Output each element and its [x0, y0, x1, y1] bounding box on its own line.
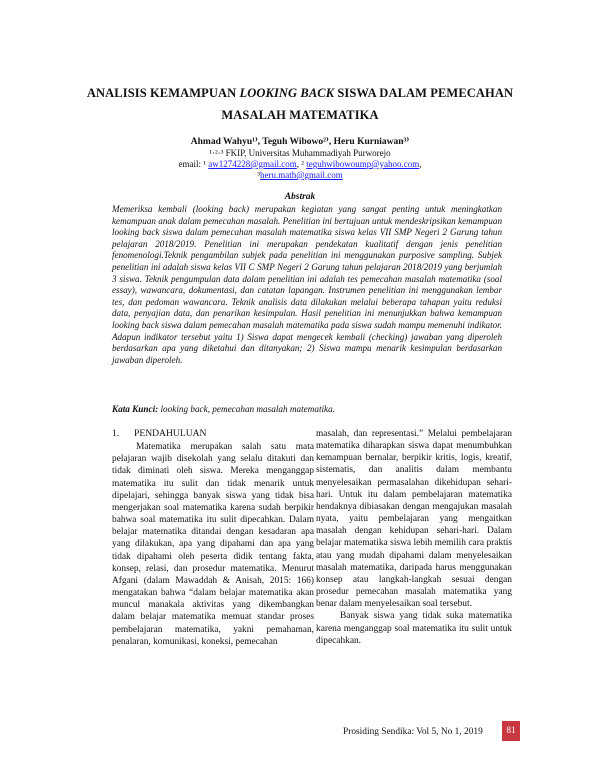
- paper-title: [60, 82, 540, 126]
- title-part: ANALISIS KEMAMPUAN: [86, 86, 240, 100]
- title-part: SISWA DALAM PEMECAHAN: [334, 86, 514, 100]
- left-column: [112, 428, 314, 648]
- author-names: Ahmad Wahyu¹⁾, Teguh Wibowo²⁾, Heru Kurniawan³⁾: [190, 137, 410, 147]
- keywords-line: [112, 404, 502, 414]
- section-heading: [112, 428, 314, 440]
- email-separator: ,: [419, 159, 422, 169]
- page-number: 81: [502, 721, 520, 741]
- right-column: [316, 428, 512, 647]
- title-line-2: MASALAH MATEMATIKA: [221, 108, 379, 122]
- author-emails: [60, 159, 540, 170]
- email-link-3[interactable]: heru.math@gmail.com: [259, 170, 343, 180]
- title-italic-part: LOOKING BACK: [239, 86, 335, 100]
- section-number: 1.: [112, 428, 120, 439]
- section-title: PENDAHULUAN: [134, 428, 207, 439]
- paragraph: Banyak siswa yang tidak suka matematika karena menganggap soal matematika itu sulit untuk dipecahkan.: [316, 611, 512, 646]
- keywords-label: Kata Kunci:: [112, 404, 159, 414]
- email-link-1[interactable]: aw1274228@gmail.com: [208, 159, 297, 169]
- author-email-3: [60, 170, 540, 181]
- author-block: [60, 137, 540, 181]
- email-prefix: ³: [257, 170, 260, 180]
- email-link-2[interactable]: teguhwibowoump@yahoo.com: [306, 159, 420, 169]
- paragraph: Matematika merupakan salah satu mata pelajaran wajib disekolah yang selalu ditakuti dan tidak diminati oleh siswa. Mereka menganggap matematika itu sulit dan tidak menarik untuk dipelajari, sehingga banyak siswa yang tidak bisa mengerjakan soal matematika karena sudah berpikir bahwa soal matematika itu sulit dipecahkan. Dalam belajar matematika ditandai dengan kesadaran apa yang dilakukan, apa yang dipahami dan apa yang tidak dipahami oleh peserta didik tentang fakta, konsep, relasi, dan prosedur matematika. Menurut Afgani (dalam Mawaddah & Anisah, 2015: 166) mengatakan bahwa “dalam belajar matematika akan muncul manakala aktivitas yang dikembangkan dalam belajar matematika memuat standar proses pembelajaran matematika, yakni pemahaman, penalaran, komunikasi, koneksi, pemecahan: [112, 442, 314, 647]
- journal-footer: Prosiding Sendika: Vol 5, No 1, 2019: [343, 727, 483, 737]
- keywords-text: looking back, pemecahan masalah matematika.: [158, 404, 336, 414]
- email-label: email: ¹: [178, 159, 209, 169]
- author-affiliation: ¹·²·³ FKIP, Universitas Muhammadiyah Purworejo: [209, 148, 391, 158]
- email-separator: , ²: [296, 159, 307, 169]
- abstract-heading: Abstrak: [284, 192, 316, 202]
- paragraph: masalah, dan representasi.” Melalui pembelajaran matematika diharapkan siswa dapat menumbuhkan kemampuan bernalar, berpikir kritis, logis, kreatif, sistematis, dan analitis dalam membantu menyelesaikan permasalahan dikehidupan sehari-hari. Untuk itu dalam pembelajaran matematika hendaknya dibiasakan dengan mengajukan masalah nyata, yaitu pembelajaran yang mengaitkan masalah dengan kehidupan sehari-hari. Dalam belajar matematika siswa lebih memilih cara praktis atau yang mudah dipahami dalam menyelesaikan masalah matematika, daripada harus menggunakan konsep atau langkah-langkah sesuai dengan prosedur pemecahan masalah matematika yang benar dalam menyelesaikan soal tersebut.: [316, 429, 512, 610]
- title-line-1: [60, 82, 540, 104]
- abstract-text: Memeriksa kembali (looking back) merupakan kegiatan yang sangat penting untuk meningkatkan kemampuan anak dalam pemecahan masalah. Penelitian ini bertujuan untuk mendeskripsikan kemampuan looking back siswa dalam pemecahan masalah matematika siswa kelas VII SMP Negeri 2 Garung tahun pelajaran 2018/2019. Penelitian ini merupakan pendekatan kualitatif dengan jenis penelitian fenomenologi.Teknik pengambilan subjek pada penelitian ini menggunakan purposive sampling. Subjek penelitian ini adalah siswa kelas VII C SMP Negeri 2 Garung tahun pelajaran 2018/2019 yang berjumlah 3 siswa. Teknik pengumpulan data dalam penelitian ini adalah tes pemecahan masalah matematika (soal essay), wawancara, dokumentasi, dan catatan lapangan. Instrumen penelitian ini menggunakan lembar tes, dan pedoman wawancara. Teknik analisis data dilakukan melalui beberapa tahapan yaitu reduksi data, penyajian data, dan penarikan kesimpulan. Hasil penelitian ini menunjukkan bahwa kemampuan looking back siswa dalam pemecahan masalah matematika pada siswa sudah mampu memenuhi indikator. Adapun indikator tersebut yaitu 1) Siswa dapat mengecek kembali (checking) jawaban yang diperoleh berdasarkan apa yang diketahui dan ditanyakan; 2) Siswa mampu menarik kesimpulan berdasarkan jawaban diperoleh.: [112, 204, 502, 365]
